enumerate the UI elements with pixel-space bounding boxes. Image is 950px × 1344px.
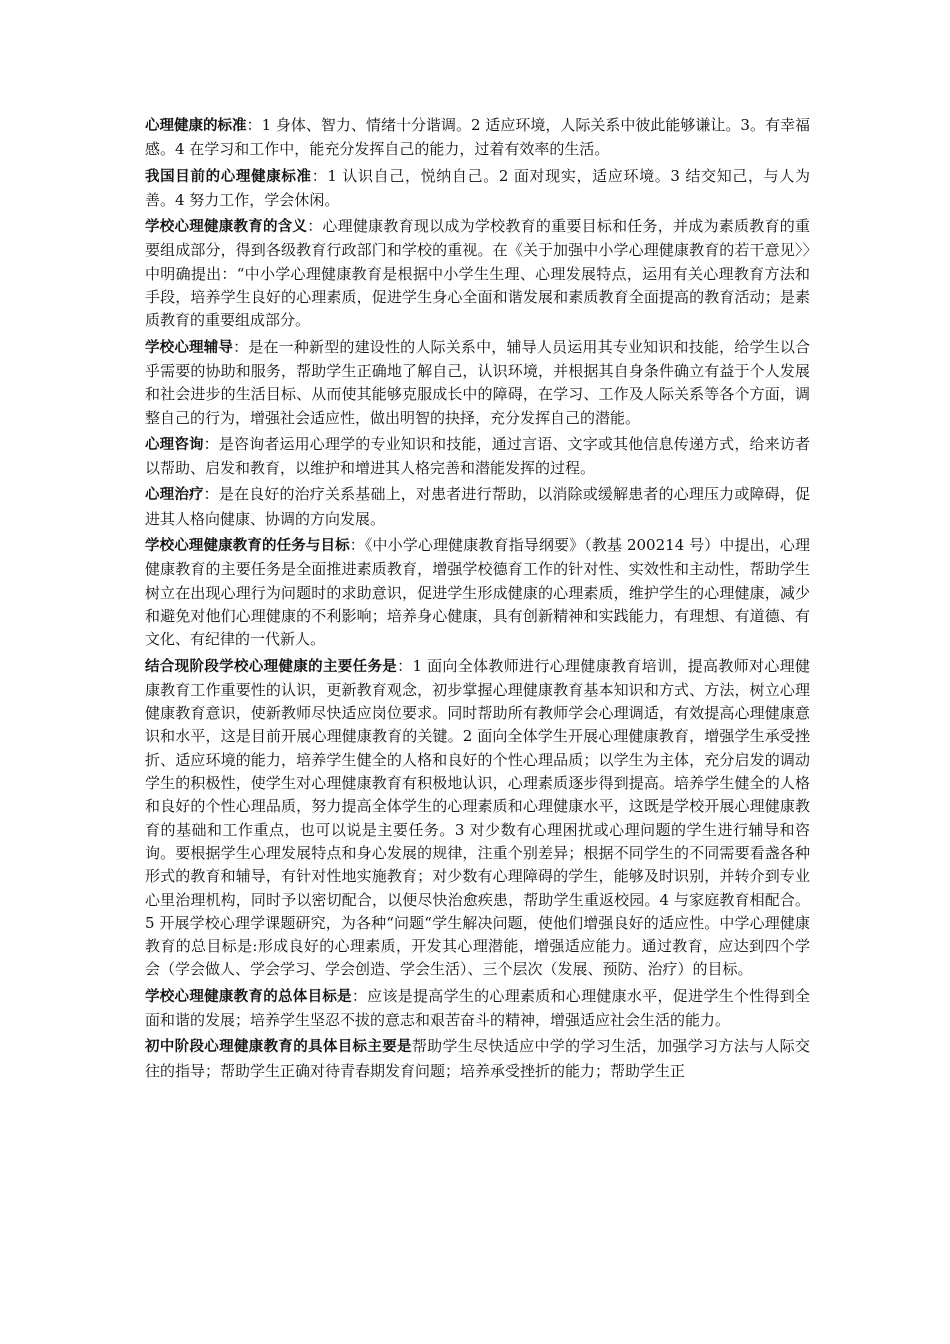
paragraph-text: ：是咨询者运用心理学的专业知识和技能，通过言语、文字或其他信息传递方式，给来访者以帮助、启发和教育，以维护和增进其人格完善和潜能发挥的过程。 bbox=[145, 434, 810, 478]
paragraph-school-counseling bbox=[145, 336, 810, 430]
paragraph-main-tasks bbox=[145, 655, 810, 982]
term-heading: 心理咨询 bbox=[145, 436, 204, 453]
paragraph-national-standard bbox=[145, 165, 810, 213]
paragraph-overall-goal bbox=[145, 985, 810, 1033]
paragraph-text: ：心理健康教育现以成为学校教育的重要目标和任务，并成为素质教育的重要组成部分，得到各级教育行政部门和学校的重视。在《关于加强中小学心理健康教育的若干意见〉〉中明确提出：“中小学心理健康教育是根据中小学生生理、心理发展特点，运用有关心理教育方法和手段，培养学生良好的心理素质，促进学生身心全面和谐发展和素质教育全面提高的教育活动；是素质教育的重要组成部分。 bbox=[145, 217, 810, 330]
paragraph-text: ：1 面向全体教师进行心理健康教育培训，提高教师对心理健康教育工作重要性的认识，更新教育观念，初步掌握心理健康教育基本知识和方式、方法，树立心理健康教育意识，使新教师尽快适应岗位要求。同时帮助所有教师学会心理调适，有效提高心理健康意识和水平，这是目前开展心理健康教育的关键。2 面向全体学生开展心理健康教育，增强学生承受挫折、适应环境的能力，培养学生健全的人格和良好的个性心理品质；以学生为主体，充分启发的调动学生的积极性，使学生对心理健康教育有积极地认识，心理素质逐步得到提高。培养学生健全的人格和良好的个性心理品质，努力提高全体学生的心理素质和心理健康水平，这既是学校开展心理健康教育的基础和工作重点，也可以说是主要任务。3 对少数有心理困扰或心理问题的学生进行辅导和咨询。要根据学生心理发展特点和身心发展的规律，注重个别差异；根据不同学生的不同需要看盏各种形式的教育和辅导，有针对性地实施教育；对少数有心理障碍的学生，能够及时识别，并转介到专业心里治理机构，同时予以密切配合，以便尽快治愈疾患，帮助学生重返校园。4 与家庭教育相配合。5 开展学校心理学课题研究，为各种“问题“学生解决问题，使他们增强良好的适应性。中学心理健康教育的总目标是:形成良好的心理素质，开发其心理潜能，增强适应能力。通过教育，应达到四个学会（学会做人、学会学习、学会创造、学会生活）、三个层次（发展、预防、治疗）的目标。 bbox=[145, 656, 810, 979]
term-heading: 学校心理健康教育的任务与目标 bbox=[145, 538, 350, 555]
paragraph-text: ：是在良好的治疗关系基础上，对患者进行帮助，以消除或缓解患者的心理压力或障碍，促进其人格向健康、协调的方向发展。 bbox=[145, 485, 810, 528]
paragraph-text: ：是在一种新型的建设性的人际关系中，辅导人员运用其专业知识和技能，给学生以合乎需要的协助和服务，帮助学生正确地了解自己，认识环境，并根据其自身条件确立有益于个人发展和社会进步的生活目标、从而使其能够克服成长中的障碍，在学习、工作及人际关系等各个方面，调整自己的行为，增强社会适应性，做出明智的抉择，充分发挥自己的潜能。 bbox=[145, 337, 810, 427]
term-heading: 学校心理健康教育的含义 bbox=[145, 219, 308, 236]
paragraph-text: ：应该是提高学生的心理素质和心理健康水平，促进学生个性得到全面和谐的发展；培养学生坚忍不拔的意志和艰苦奋斗的精神，增强适应社会生活的能力。 bbox=[145, 986, 810, 1029]
paragraph-junior-high-goals bbox=[145, 1035, 810, 1083]
term-heading: 学校心理健康教育的总体目标是 bbox=[145, 988, 352, 1005]
paragraph-text: ：1 身体、智力、情绪十分谐调。2 适应环境，人际关系中彼此能够谦让。3。有幸福感。4 在学习和工作中，能充分发挥自己的能力，过着有效率的生活。 bbox=[145, 116, 811, 159]
paragraph-text: 帮助学生尽快适应中学的学习生活，加强学习方法与人际交往的指导；帮助学生正确对待青春期发育问题；培养承受挫折的能力；帮助学生正 bbox=[145, 1037, 810, 1080]
paragraph-psychotherapy bbox=[145, 483, 810, 531]
paragraph-text: ：1 认识自己，悦纳自己。2 面对现实，适应环境。3 结交知己，与人为善。4 努力工作，学会休闲。 bbox=[145, 166, 810, 209]
term-heading: 我国目前的心理健康标准 bbox=[145, 168, 312, 185]
paragraph-text: ：《中小学心理健康教育指导纲要》（教基 200214 号）中提出，心理健康教育的主要任务是全面推进素质教育，增强学校德育工作的针对性、实效性和主动性，帮助学生树立在出现心理行为问题时的求助意识，促进学生形成健康的心理素质，维护学生的心理健康，减少和避免对他们心理健康的不利影响；培养身心健康，具有创新精神和实践能力，有理想、有道德、有文化、有纪律的一代新人。 bbox=[145, 536, 810, 649]
term-heading: 心理治疗 bbox=[145, 487, 204, 504]
paragraph-tasks-and-goals bbox=[145, 534, 810, 651]
document-page bbox=[145, 114, 810, 1086]
paragraph-psychological-consultation bbox=[145, 433, 810, 481]
term-heading: 结合现阶段学校心理健康的主要任务是 bbox=[145, 658, 398, 675]
term-heading: 学校心理辅导 bbox=[145, 339, 234, 356]
paragraph-school-education-meaning bbox=[145, 215, 810, 332]
term-heading: 心理健康的标准 bbox=[145, 118, 247, 134]
term-heading: 初中阶段心理健康教育的具体目标主要是 bbox=[145, 1039, 412, 1056]
paragraph-mental-health-standard bbox=[145, 114, 810, 162]
